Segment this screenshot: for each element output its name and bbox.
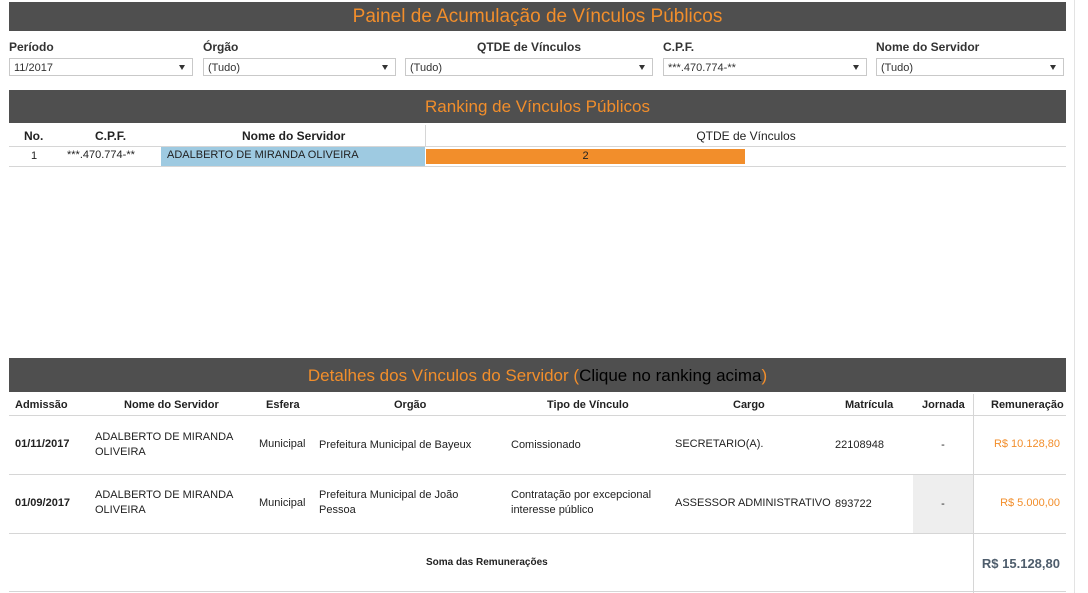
sum-value: R$ 15.128,80 [981, 556, 1060, 571]
details-title-suffix: ) [761, 366, 768, 385]
details-header-admissao: Admissão [15, 399, 68, 411]
filter-value-servidor: (Tudo) [881, 62, 913, 74]
sum-label: Soma das Remunerações [426, 557, 548, 568]
details-row-admissao: 01/09/2017 [15, 497, 71, 509]
details-row[interactable] [9, 475, 1066, 533]
filter-label-cpf: C.P.F. [663, 40, 695, 54]
details-title: Detalhes dos Vínculos do Servidor ( [307, 366, 580, 385]
chevron-down-icon [853, 65, 859, 70]
ranking-title: Ranking de Vínculos Públicos [425, 97, 650, 116]
details-title-bar [9, 358, 1066, 392]
details-row-orgao: Prefeitura Municipal de João Pessoa [319, 489, 459, 516]
details-header-cargo: Cargo [733, 399, 765, 411]
details-row-remuneracao: R$ 10.128,80 [993, 438, 1060, 450]
filter-label-qtde: QTDE de Vínculos [476, 40, 581, 54]
right-edge-divider [1074, 0, 1075, 593]
filter-select-qtde[interactable] [405, 58, 653, 76]
details-row-tipo: Contratação por excepcional interesse público [511, 489, 652, 516]
filter-value-cpf: ***.470.774-** [668, 62, 736, 74]
filter-label-periodo: Período [9, 40, 54, 54]
details-row-esfera: Municipal [259, 438, 306, 450]
details-row-esfera: Municipal [259, 497, 306, 509]
filter-value-periodo: 11/2017 [14, 62, 53, 74]
ranking-row-nome[interactable]: ADALBERTO DE MIRANDA OLIVEIRA [161, 147, 425, 166]
chevron-down-icon [639, 65, 645, 70]
filter-select-orgao[interactable] [203, 58, 396, 76]
ranking-row-qtde: 2 [582, 150, 589, 162]
filter-value-qtde: (Tudo) [410, 62, 442, 74]
details-row-rule [9, 533, 1066, 534]
details-title-hint: Clique no ranking acima [579, 366, 762, 385]
details-header-jornada: Jornada [922, 399, 965, 411]
details-row-remuneracao: R$ 5.000,00 [1000, 497, 1060, 509]
page-title: Painel de Acumulação de Vínculos Públicos [352, 6, 723, 27]
chevron-down-icon [1050, 65, 1056, 70]
ranking-header-cpf: C.P.F. [95, 129, 127, 143]
filter-label-orgao: Órgão [203, 40, 239, 54]
chevron-down-icon [179, 65, 185, 70]
details-header-nome: Nome do Servidor [124, 399, 219, 411]
details-header-orgao: Orgão [394, 399, 427, 411]
sum-bottom-rule [9, 591, 1066, 592]
details-row-orgao: Prefeitura Municipal de Bayeux [319, 439, 472, 451]
ranking-bottom-rule [9, 166, 1066, 167]
filter-select-cpf[interactable] [663, 58, 867, 76]
details-row-cargo: SECRETARIO(A). [675, 438, 764, 450]
ranking-title-bar [9, 90, 1066, 123]
page-title-bar [9, 2, 1066, 31]
details-row[interactable] [9, 416, 1066, 474]
chevron-down-icon [382, 65, 388, 70]
details-row-cargo: ASSESSOR ADMINISTRATIVO [675, 497, 831, 509]
ranking-row-no: 1 [31, 150, 38, 162]
details-row-matricula: 22108948 [835, 439, 884, 451]
filter-value-orgao: (Tudo) [208, 62, 240, 74]
filter-select-servidor[interactable] [876, 58, 1064, 76]
ranking-row[interactable] [9, 147, 1066, 166]
details-row-admissao: 01/11/2017 [15, 438, 70, 450]
details-row-jornada: - [941, 498, 945, 510]
details-row-jornada: - [941, 439, 945, 451]
ranking-header-no: No. [24, 129, 44, 143]
details-header-matricula: Matrícula [845, 399, 894, 411]
details-row-tipo: Comissionado [511, 439, 581, 451]
details-header-esfera: Esfera [266, 399, 300, 411]
details-row-nome: ADALBERTO DE MIRANDA OLIVEIRA [95, 431, 233, 458]
ranking-row-cpf: ***.470.774-** [67, 149, 135, 161]
ranking-header-qtde: QTDE de Vínculos [696, 129, 796, 143]
details-header-tipo: Tipo de Vínculo [547, 399, 629, 411]
details-header-remuneracao: Remuneração [991, 399, 1064, 411]
filter-select-periodo[interactable] [9, 58, 193, 76]
details-row-matricula: 893722 [835, 498, 872, 510]
details-row-nome: ADALBERTO DE MIRANDA OLIVEIRA [95, 489, 233, 516]
filter-label-servidor: Nome do Servidor [876, 40, 980, 54]
ranking-header-nome: Nome do Servidor [242, 129, 346, 143]
